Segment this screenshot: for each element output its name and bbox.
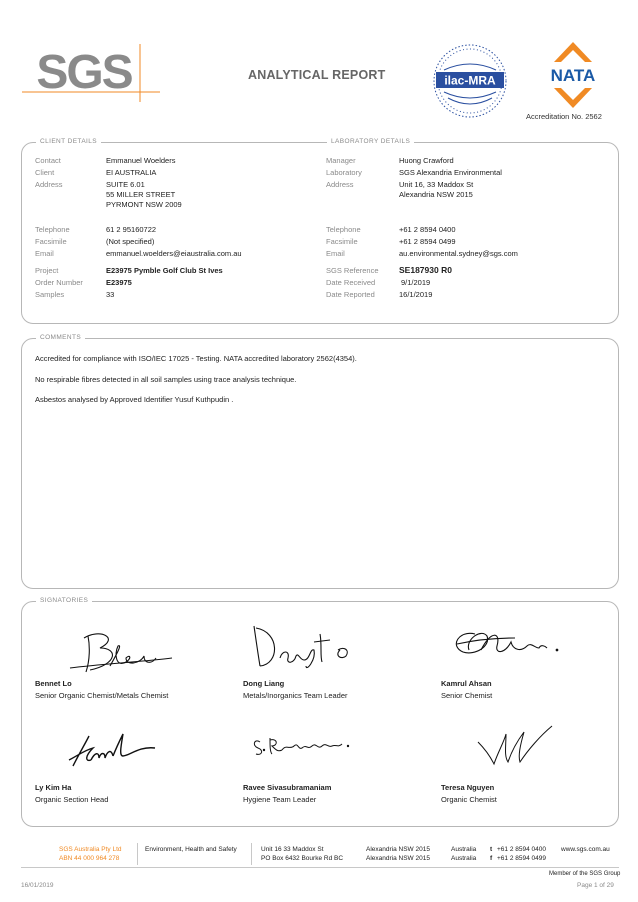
manager-label: Manager	[326, 156, 356, 165]
samples-value: 33	[106, 290, 115, 299]
footer-member: Member of the SGS Group	[549, 871, 621, 877]
footer-division: Environment, Health and Safety	[145, 846, 237, 853]
footer-rule	[21, 867, 619, 868]
client-address-label: Address	[35, 180, 63, 189]
signatory-name: Teresa Nguyen	[441, 783, 495, 792]
comment-line-3: Asbestos analysed by Approved Identifier Yusuf Kuthpudin .	[35, 395, 234, 404]
client-label: Client	[35, 168, 55, 177]
signatory-name: Ravee Sivasubramaniam	[243, 783, 332, 792]
project-label: Project	[35, 266, 59, 275]
footer-address-1: Unit 16 33 Maddox St	[261, 846, 324, 853]
footer-divider	[137, 843, 138, 865]
signatory-role: Organic Section Head	[35, 795, 109, 804]
client-email-label: Email	[35, 249, 54, 258]
order-number-label: Order Number	[35, 278, 83, 287]
report-title: ANALYTICAL REPORT	[248, 68, 386, 82]
signatory-name: Ly Kim Ha	[35, 783, 72, 792]
signature-dong-liang	[250, 620, 380, 675]
footer-page-number: Page 1 of 29	[577, 882, 614, 889]
date-received-label: Date Received	[326, 278, 376, 287]
date-reported-value: 16/1/2019	[399, 290, 433, 299]
sgs-logo	[22, 44, 160, 102]
footer-fax-prefix: f	[490, 855, 493, 862]
signature-kamrul-ahsan	[445, 620, 575, 675]
lab-facsimile-label: Facsimile	[326, 237, 358, 246]
samples-label: Samples	[35, 290, 65, 299]
footer-country-1: Australia	[451, 846, 477, 853]
client-value: EI AUSTRALIA	[106, 168, 157, 177]
client-address-line3: PYRMONT NSW 2009	[106, 200, 182, 209]
footer-suburb-2: Alexandria NSW 2015	[366, 855, 430, 862]
footer-abn: ABN 44 000 964 278	[59, 855, 120, 862]
signatory-role: Organic Chemist	[441, 795, 497, 804]
manager-value: Huong Crawford	[399, 156, 454, 165]
signatory-role: Senior Chemist	[441, 691, 493, 700]
comment-line-2: No respirable fibres detected in all soil samples using trace analysis technique.	[35, 375, 297, 384]
footer-fax: +61 2 8594 0499	[497, 855, 546, 862]
footer-divider	[251, 843, 252, 865]
accreditation-number: Accreditation No. 2562	[526, 112, 602, 121]
footer-website: www.sgs.com.au	[561, 846, 610, 853]
laboratory-details-legend: LABORATORY DETAILS	[327, 138, 414, 145]
client-telephone-value: 61 2 95160722	[106, 225, 157, 234]
sgs-reference-label: SGS Reference	[326, 266, 379, 275]
nata-logo	[540, 40, 606, 110]
project-value: E23975 Pymble Golf Club St Ives	[106, 266, 223, 275]
signatories-legend: SIGNATORIES	[36, 597, 92, 604]
ilac-mra-logo	[430, 40, 510, 122]
footer-date: 16/01/2019	[21, 882, 54, 889]
footer-address-2: PO Box 6432 Bourke Rd BC	[261, 855, 344, 862]
footer-country-2: Australia	[451, 855, 477, 862]
footer-tel-prefix: t	[490, 846, 493, 853]
signatory-name: Dong Liang	[243, 679, 285, 688]
laboratory-value: SGS Alexandria Environmental	[399, 168, 502, 177]
signatory-role: Metals/Inorganics Team Leader	[243, 691, 348, 700]
signature-ly-kim-ha	[55, 726, 185, 781]
lab-telephone-label: Telephone	[326, 225, 361, 234]
comment-line-1: Accredited for compliance with ISO/IEC 17025 - Testing. NATA accredited laboratory 2562(4354).	[35, 354, 357, 363]
order-number-value: E23975	[106, 278, 132, 287]
contact-value: Emmanuel Woelders	[106, 156, 176, 165]
signatory-role: Hygiene Team Leader	[243, 795, 317, 804]
client-facsimile-label: Facsimile	[35, 237, 67, 246]
sgs-reference-value: SE187930 R0	[399, 265, 452, 275]
date-reported-label: Date Reported	[326, 290, 375, 299]
nata-text: NATA	[550, 66, 596, 85]
lab-address-line2: Alexandria NSW 2015	[399, 190, 473, 199]
lab-facsimile-value: +61 2 8594 0499	[399, 237, 456, 246]
comments-legend: COMMENTS	[36, 334, 85, 341]
client-facsimile-value: (Not specified)	[106, 237, 155, 246]
date-received-value: 9/1/2019	[401, 278, 431, 287]
lab-address-line1: Unit 16, 33 Maddox St	[399, 180, 474, 189]
signature-teresa-nguyen	[470, 722, 600, 777]
client-details-legend: CLIENT DETAILS	[36, 138, 101, 145]
signature-bennet-lo	[60, 624, 190, 679]
lab-email-value: au.environmental.sydney@sgs.com	[399, 249, 518, 258]
signatory-role: Senior Organic Chemist/Metals Chemist	[35, 691, 169, 700]
client-telephone-label: Telephone	[35, 225, 70, 234]
sgs-logo-text: SGS	[36, 46, 132, 99]
lab-email-label: Email	[326, 249, 345, 258]
signatory-name: Kamrul Ahsan	[441, 679, 492, 688]
footer-suburb-1: Alexandria NSW 2015	[366, 846, 430, 853]
contact-label: Contact	[35, 156, 61, 165]
footer-telephone: +61 2 8594 0400	[497, 846, 546, 853]
client-email-value: emmanuel.woelders@eiaustralia.com.au	[106, 249, 242, 258]
ilac-text: ilac-MRA	[444, 73, 496, 88]
lab-address-label: Address	[326, 180, 354, 189]
client-address-line1: SUITE 6.01	[106, 180, 145, 189]
signatory-name: Bennet Lo	[35, 679, 72, 688]
lab-telephone-value: +61 2 8594 0400	[399, 225, 456, 234]
signature-ravee-sivasubramaniam	[250, 728, 380, 783]
laboratory-label: Laboratory	[326, 168, 362, 177]
footer-company: SGS Australia Pty Ltd	[59, 846, 122, 853]
client-address-line2: 55 MILLER STREET	[106, 190, 176, 199]
